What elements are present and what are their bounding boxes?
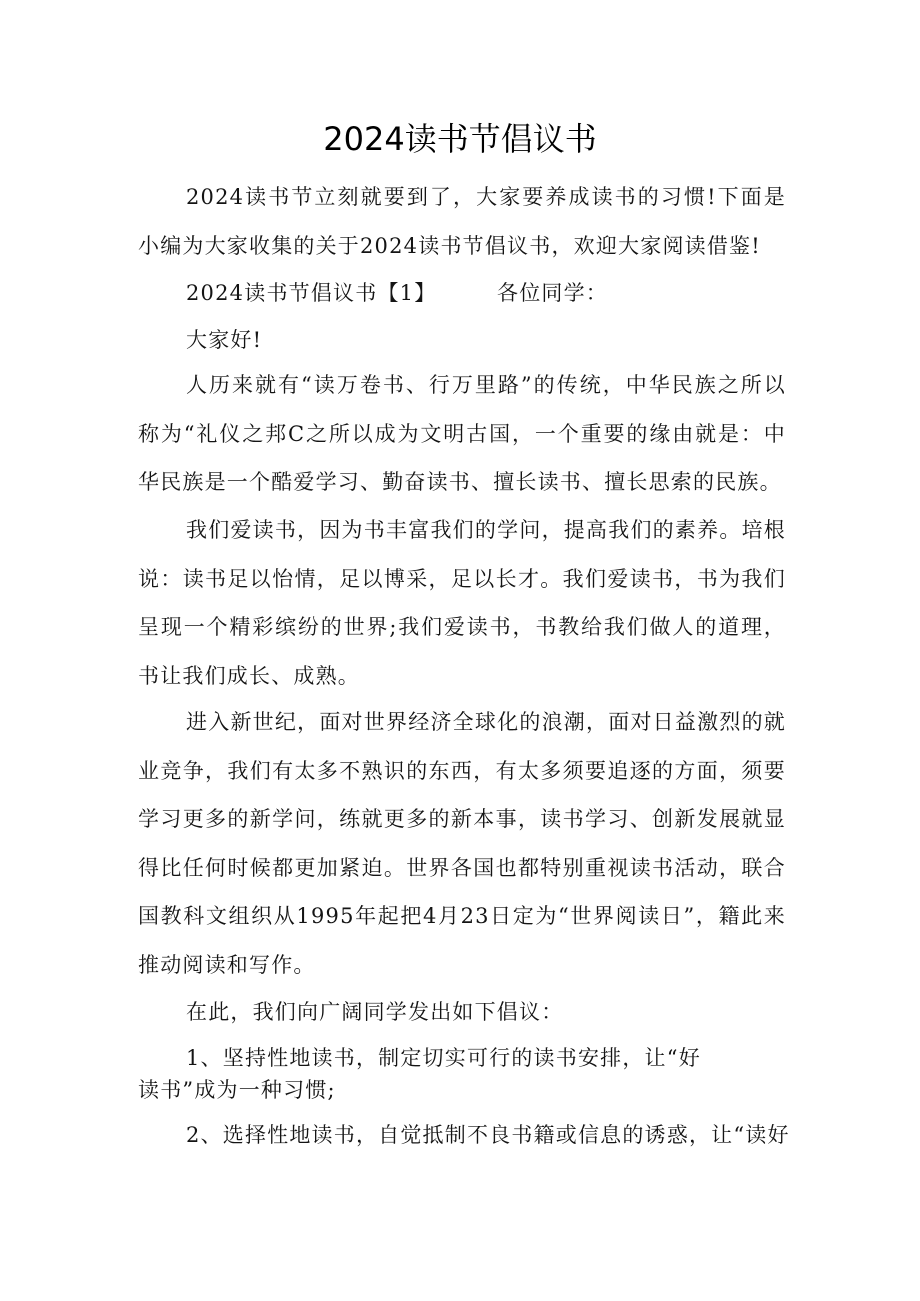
body-paragraph: 人历来就有“读万卷书、行万里路”的传统，中华民族之所以称为“礼仪之邦C之所以成为文明古国，一个重要的缘由就是：中华民族是一个酷爱学习、勤奋读书、擅长读书、擅长思索的民族。 <box>138 373 786 494</box>
greeting: 大家好! <box>186 328 263 352</box>
list-item-2: 2、选择性地读书，自觉抵制不良书籍或信息的诱惑，让“读好 <box>186 1123 790 1147</box>
body-paragraph: 在此，我们向广阔同学发出如下倡议： <box>186 1000 564 1024</box>
salutation: 各位同学： <box>497 281 608 305</box>
document-title: 2024读书节倡议书 <box>323 120 597 158</box>
list-item-1-line-1: 1、坚持性地读书，制定切实可行的读书安排，让“好 <box>186 1046 701 1070</box>
list-item-1-line-2: 读书”成为一种习惯; <box>138 1078 336 1102</box>
section-heading: 2024读书节倡议书【1】 <box>186 281 437 305</box>
body-paragraph: 进入新世纪，面对世界经济全球化的浪潮，面对日益激烈的就业竞争，我们有太多不熟识的东西，有太多须要追逐的方面，须要学习更多的新学问，练就更多的新本事，读书学习、创新发展就显得比任何时候都更加紧迫。世界各国也都特别重视读书活动，联合国教科文组织从1995年起把4月23日定为“世界阅读日”，籍此来推动阅读和写作。 <box>138 710 786 977</box>
body-paragraph: 我们爱读书，因为书丰富我们的学问，提高我们的素养。培根说：读书足以怡情，足以博采，足以长才。我们爱读书，书为我们呈现一个精彩缤纷的世界;我们爱读书，书教给我们做人的道理，书让我们成长、成熟。 <box>138 518 786 688</box>
intro-paragraph: 2024读书节立刻就要到了，大家要养成读书的习惯!下面是小编为大家收集的关于2024读书节倡议书，欢迎大家阅读借鉴! <box>138 185 786 258</box>
